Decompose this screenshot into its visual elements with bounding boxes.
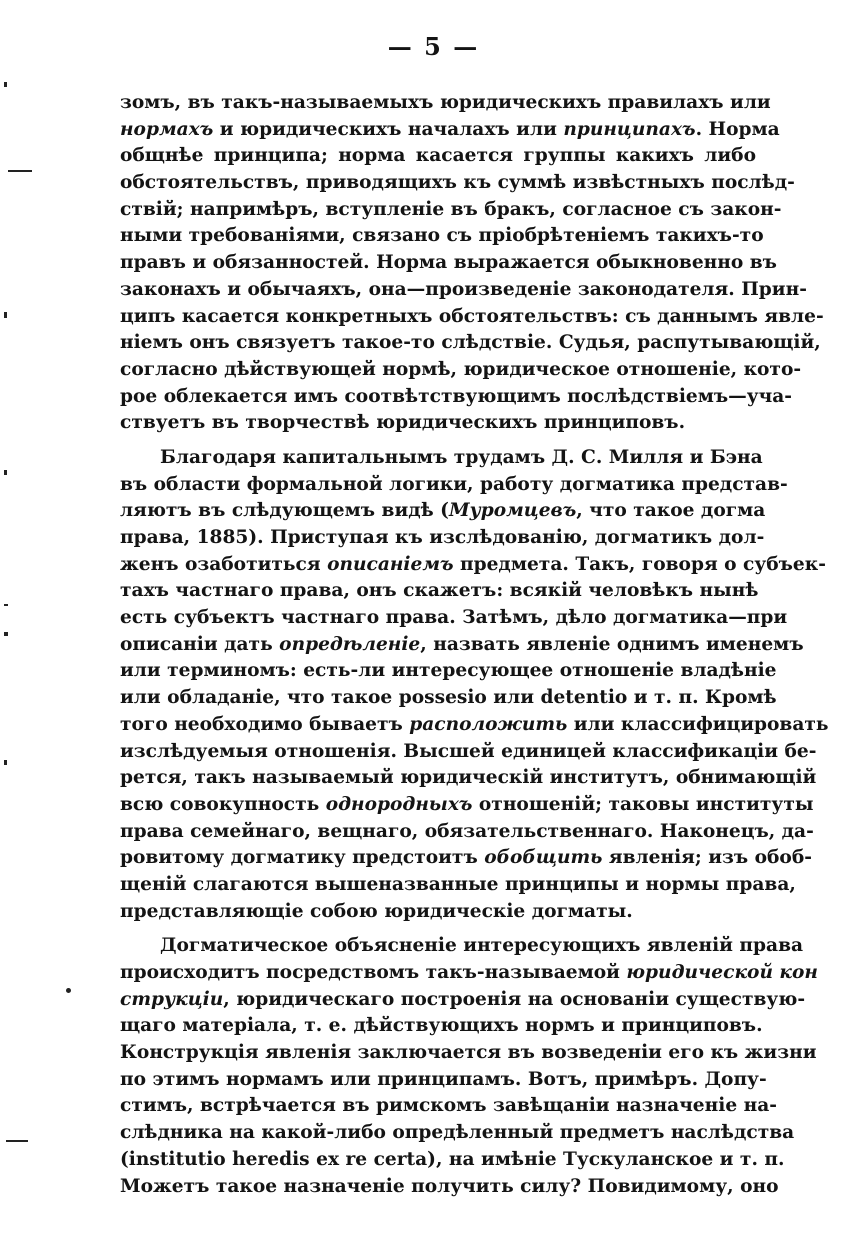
text-line: [120, 739, 817, 766]
page-number: — 5 —: [387, 32, 480, 61]
text-line: [120, 1147, 785, 1174]
text-run: происходитъ посредствомъ такъ-называемой: [120, 962, 627, 983]
scan-mark: [4, 312, 7, 318]
text-line: [120, 899, 756, 926]
text-line: [120, 552, 826, 579]
scan-mark: [4, 470, 7, 475]
text-run: ровитому догматику предстоитъ: [120, 847, 485, 869]
text-line: [120, 933, 804, 960]
text-run: законахъ и обычаяхъ, она—произведеніе законодателя. Прин-: [120, 278, 807, 300]
paragraph-gap: [120, 925, 756, 933]
text-line: [120, 525, 765, 552]
text-line: [120, 605, 788, 632]
text-line: [120, 277, 807, 304]
text-line: [120, 197, 782, 224]
text-run: зомъ, въ такъ-называемыхъ юридическихъ правилахъ или: [120, 92, 771, 113]
text-line: [120, 304, 824, 331]
text-line: [120, 384, 793, 411]
text-line: [120, 765, 817, 792]
paragraph-3: [120, 933, 818, 1200]
text-run: отношеній; таковы институты: [472, 793, 814, 815]
text-line: [120, 250, 777, 277]
scan-mark: [4, 82, 7, 87]
text-run: представляющіе собою юридическіе догматы.: [120, 900, 633, 922]
text-line: [120, 117, 780, 144]
italic-term: Муромцевъ: [448, 500, 577, 522]
italic-term: расположить: [409, 713, 568, 735]
scan-mark: [66, 988, 71, 993]
text-run: права, 1885). Приступая къ изслѣдованію, догматикъ дол-: [120, 527, 765, 548]
text-run: права семейнаго, вещнаго, обязательственнаго. Наконецъ, да-: [120, 820, 814, 842]
text-run: въ области формальной логики, работу догматика представ-: [120, 473, 788, 495]
text-run: щеній слагаются вышеназванные принципы и нормы права,: [120, 873, 796, 895]
text-run: описаніи дать: [120, 633, 280, 655]
scan-mark: [4, 760, 7, 765]
text-run: , что такое догма: [576, 500, 766, 522]
text-run: . Норма: [695, 118, 780, 140]
text-line: [120, 632, 804, 659]
text-run: или классифицировать: [567, 713, 829, 735]
text-line: [120, 330, 821, 357]
text-run: , юридическаго построенія на основаніи существую-: [223, 988, 806, 1010]
italic-term: обобщить: [484, 847, 603, 869]
text-run: ципъ касается конкретныхъ обстоятельствъ: съ даннымъ явле-: [120, 305, 824, 327]
text-run: всю совокупность: [120, 793, 326, 815]
scan-mark: [4, 632, 8, 636]
italic-term: нормахъ: [120, 118, 214, 140]
text-run: явленія; изъ обоб-: [602, 847, 812, 869]
text-line: [120, 445, 763, 472]
text-run: есть субъектъ частнаго права. Затѣмъ, дѣло догматика—при: [120, 607, 788, 629]
text-line: [120, 960, 818, 987]
text-run: общнѣе принципа; норма касается группы какихъ либо: [120, 145, 756, 167]
italic-term: однородныхъ: [325, 793, 473, 815]
text-line: [120, 712, 829, 739]
text-line: [120, 357, 802, 384]
text-run: , назвать явленіе однимъ именемъ: [420, 633, 804, 655]
text-line: [120, 872, 796, 899]
scan-mark: [6, 1140, 28, 1142]
text-run: по этимъ нормамъ или принципамъ. Вотъ, примѣръ. Допу-: [120, 1068, 767, 1090]
italic-term: юридической кон: [626, 962, 818, 983]
text-run: или обладаніе, что такое possesio или detentio и т. п. Кромѣ: [120, 687, 777, 709]
paragraph-2: [120, 445, 829, 925]
text-run: стимъ, встрѣчается въ римскомъ завѣщаніи назначеніе на-: [120, 1095, 777, 1117]
text-line: [120, 472, 788, 499]
text-line: [120, 1013, 763, 1040]
text-run: и юридическихъ началахъ или: [213, 118, 564, 140]
scan-mark: [4, 604, 8, 606]
text-run: ными требованіями, связано съ пріобрѣтеніемъ такихъ-то: [120, 225, 764, 247]
text-line: [120, 170, 795, 197]
text-line: [120, 1067, 767, 1094]
paragraph-gap: [120, 437, 756, 445]
text-run: предмета. Такъ, говоря о субъек-: [453, 553, 826, 575]
text-run: Догматическое объясненіе интересующихъ явленій права: [160, 935, 804, 957]
text-run: ляютъ въ слѣдующемъ видѣ (: [120, 500, 449, 522]
italic-term: опредѣленіе: [279, 633, 421, 655]
text-line: [120, 819, 814, 846]
text-run: (institutio heredis ex re certa), на имѣніе Тускуланское и т. п.: [120, 1148, 785, 1170]
text-line: [120, 1093, 777, 1120]
text-line: [120, 792, 814, 819]
text-run: изслѣдуемыя отношенія. Высшей единицей классификаціи бе-: [120, 740, 817, 762]
text-line: [120, 90, 771, 117]
text-line: [120, 1120, 795, 1147]
text-line: [120, 987, 806, 1014]
text-run: или терминомъ: есть-ли интересующее отношеніе владѣніе: [120, 660, 777, 682]
text-run: правъ и обязанностей. Норма выражается обыкновенно въ: [120, 252, 777, 274]
text-run: женъ озаботиться: [120, 553, 328, 575]
text-run: тахъ частнаго права, онъ скажетъ: всякій человѣкъ нынѣ: [120, 580, 759, 602]
text-run: рется, такъ называемый юридическій институтъ, обнимающій: [120, 767, 817, 789]
text-run: ствуетъ въ творчествѣ юридическихъ принциповъ.: [120, 412, 686, 434]
italic-term: принципахъ: [563, 118, 696, 140]
text-line: [120, 685, 777, 712]
body-text: [120, 90, 829, 1200]
text-run: ніемъ онъ связуетъ такое-то слѣдствіе. Судья, распутывающій,: [120, 332, 821, 354]
text-run: щаго матеріала, т. е. дѣйствующихъ нормъ и принциповъ.: [120, 1015, 763, 1037]
scan-mark: [8, 170, 32, 172]
text-run: Конструкція явленія заключается въ возведеніи его къ жизни: [120, 1042, 817, 1064]
text-run: рое облекается имъ соотвѣтствующимъ послѣдствіемъ—уча-: [120, 385, 793, 407]
text-run: обстоятельствъ, приводящихъ къ суммѣ извѣстныхъ послѣд-: [120, 172, 795, 194]
text-run: Благодаря капитальнымъ трудамъ Д. С. Милля и Бэна: [160, 446, 763, 468]
text-line: [120, 1040, 817, 1067]
text-line: [120, 1174, 779, 1201]
text-line: [120, 658, 777, 685]
text-line: [120, 578, 759, 605]
text-run: ствій; напримѣръ, вступленіе въ бракъ, согласное съ закон-: [120, 198, 782, 220]
text-line: [120, 223, 764, 250]
text-line: [120, 845, 812, 872]
italic-term: описаніемъ: [327, 553, 454, 575]
text-line: [120, 143, 756, 170]
paragraph-1: [120, 90, 824, 437]
text-line: [120, 498, 766, 525]
text-line: [120, 410, 756, 437]
italic-term: струкціи: [120, 988, 224, 1010]
text-run: согласно дѣйствующей нормѣ, юридическое отношеніе, кото-: [120, 358, 802, 380]
text-run: слѣдника на какой-либо опредѣленный предметъ наслѣдства: [120, 1122, 795, 1144]
text-run: того необходимо бываетъ: [120, 713, 410, 735]
text-run: Можетъ такое назначеніе получить силу? Повидимому, оно: [120, 1175, 779, 1197]
